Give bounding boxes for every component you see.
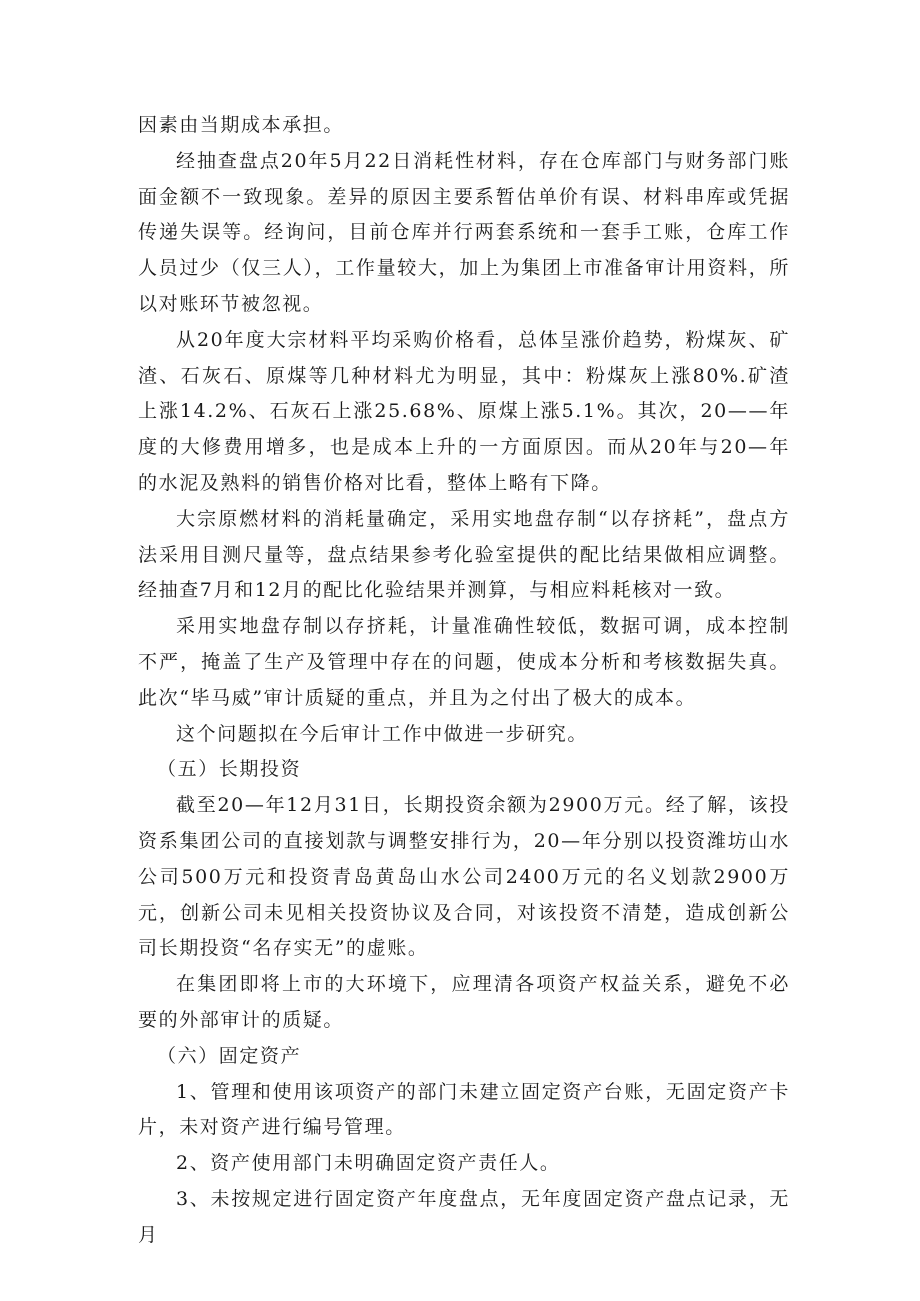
paragraph-inventory-issues: 采用实地盘存制以存挤耗，计量准确性较低，数据可调，成本控制不严，掩盖了生产及管理中存在的问题，使成本分析和考核数据失真。此次“毕马威”审计质疑的重点，并且为之付出了极大的成本。	[138, 615, 790, 709]
document-body	[138, 108, 790, 1254]
paragraph-consumption-method: 大宗原燃材料的消耗量确定，采用实地盘存制“以存挤耗”，盘点方法采用目测尺量等，盘点结果参考化验室提供的配比结果做相应调整。经抽查7月和12月的配比化验结果并测算，与相应料耗核对一致。	[138, 507, 790, 602]
paragraph-inventory-check: 经抽查盘点20年5月22日消耗性材料，存在仓库部门与财务部门账面金额不一致现象。差异的原因主要系暂估单价有误、材料串库或凭据传递失误等。经询问，目前仓库并行两套系统和一套手工账，仓库工作人员过少（仅三人），工作量较大，加上为集团上市准备审计用资料，所以对账环节被忽视。	[138, 149, 790, 315]
paragraph-continuation: 因素由当期成本承担。	[138, 114, 345, 136]
paragraph-further-research: 这个问题拟在今后审计工作中做进一步研究。	[176, 722, 589, 745]
section-heading-long-term-investment: （五）长期投资	[157, 758, 302, 781]
section-heading-fixed-assets: （六）固定资产	[157, 1044, 302, 1067]
paragraph-price-trend: 从20年度大宗材料平均采购价格看，总体呈涨价趋势，粉煤灰、矿渣、石灰石、原煤等几种材料尤为明显，其中：粉煤灰上涨80%.矿渣上涨14.2%、石灰石上涨25.68%、原煤上涨5.1%。其次，20——年度的大修费用增多，也是成本上升的一方面原因。而从20年与20—年的水泥及熟料的销售价格对比看，整体上略有下降。	[138, 328, 790, 494]
list-item-asset-responsibility: 2、资产使用部门未明确固定资产责任人。	[176, 1152, 561, 1175]
paragraph-investment-advice: 在集团即将上市的大环境下，应理清各项资产权益关系，避免不必要的外部审计的质疑。	[138, 973, 790, 1031]
list-item-fixed-asset-ledger: 1、管理和使用该项资产的部门未建立固定资产台账，无固定资产卡片，未对资产进行编号管理。	[138, 1080, 790, 1139]
list-item-annual-inventory: 3、未按规定进行固定资产年度盘点，无年度固定资产盘点记录，无月	[138, 1187, 790, 1246]
paragraph-investment-balance: 截至20—年12月31日，长期投资余额为2900万元。经了解，该投资系集团公司的直接划款与调整安排行为，20—年分别以投资潍坊山水公司500万元和投资青岛黄岛山水公司2400万元的名义划款2900万元，创新公司未见相关投资协议及合同，对该投资不清楚，造成创新公司长期投资“名存实无”的虚账。	[138, 794, 790, 960]
